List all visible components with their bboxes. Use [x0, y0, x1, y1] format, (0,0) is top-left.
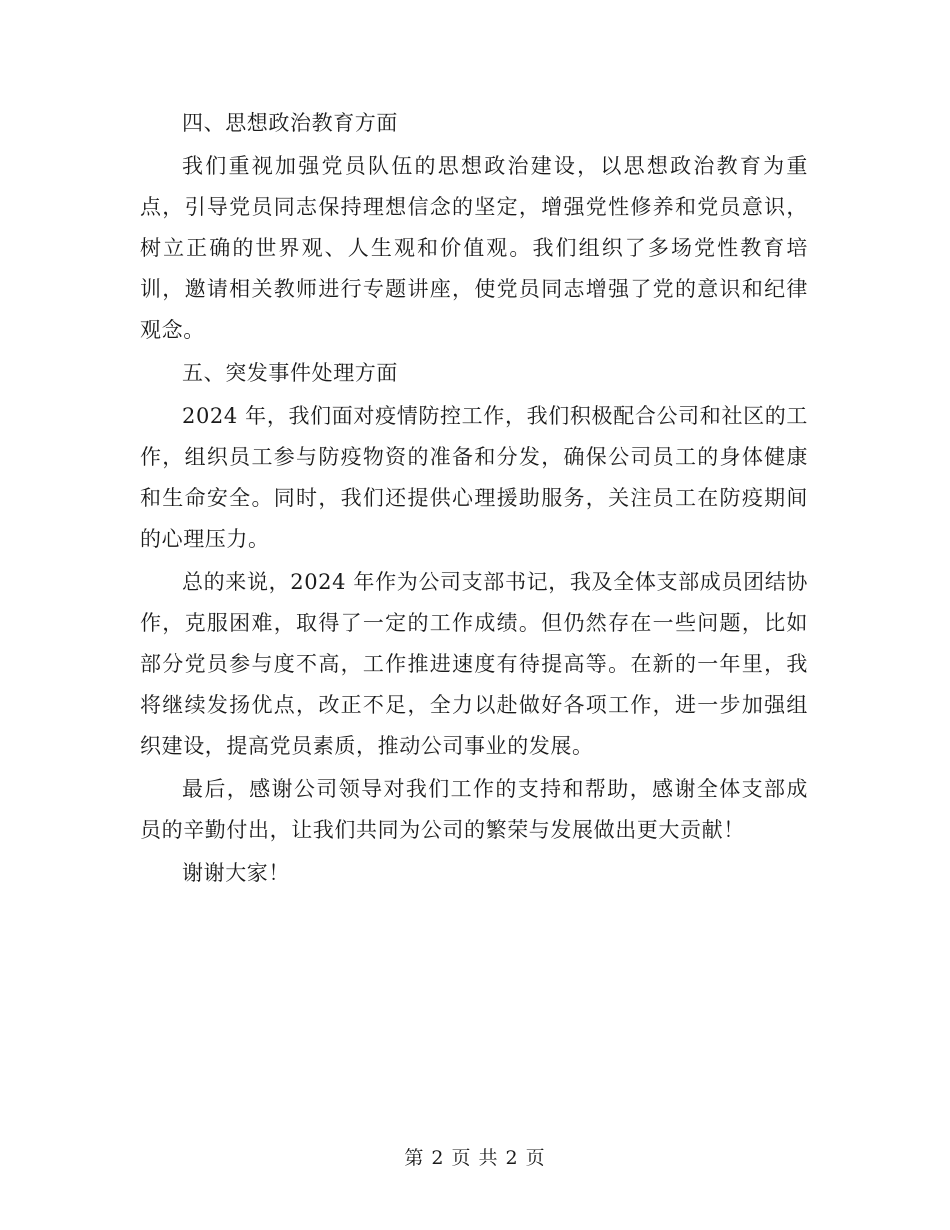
paragraph-thanks: 最后，感谢公司领导对我们工作的支持和帮助，感谢全体支部成员的辛勤付出，让我们共同为公司的繁荣与发展做出更大贡献！ [140, 777, 808, 842]
section-heading-emergency-handling: 五、突发事件处理方面 [182, 361, 398, 385]
paragraph-emergency-handling: 2024 年，我们面对疫情防控工作，我们积极配合公司和社区的工作，组织员工参与防疫物资的准备和分发，确保公司员工的身体健康和生命安全。同时，我们还提供心理援助服务，关注员工在防疫期间的心理压力。 [140, 404, 808, 551]
document-body [140, 103, 808, 896]
section-heading-ideological-education: 四、思想政治教育方面 [182, 111, 398, 135]
page-number-footer: 第 2 页 共 2 页 [404, 1147, 546, 1169]
paragraph-closing: 谢谢大家！ [182, 861, 290, 885]
paragraph-ideological-education: 我们重视加强党员队伍的思想政治建设，以思想政治教育为重点，引导党员同志保持理想信念的坚定，增强党性修养和党员意识，树立正确的世界观、人生观和价值观。我们组织了多场党性教育培训，邀请相关教师进行专题讲座，使党员同志增强了党的意识和纪律观念。 [140, 154, 808, 342]
paragraph-summary: 总的来说，2024 年作为公司支部书记，我及全体支部成员团结协作，克服困难，取得了一定的工作成绩。但仍然存在一些问题，比如部分党员参与度不高，工作推进速度有待提高等。在新的一年里，我将继续发扬优点，改正不足，全力以赴做好各项工作，进一步加强组织建设，提高党员素质，推动公司事业的发展。 [140, 570, 808, 758]
